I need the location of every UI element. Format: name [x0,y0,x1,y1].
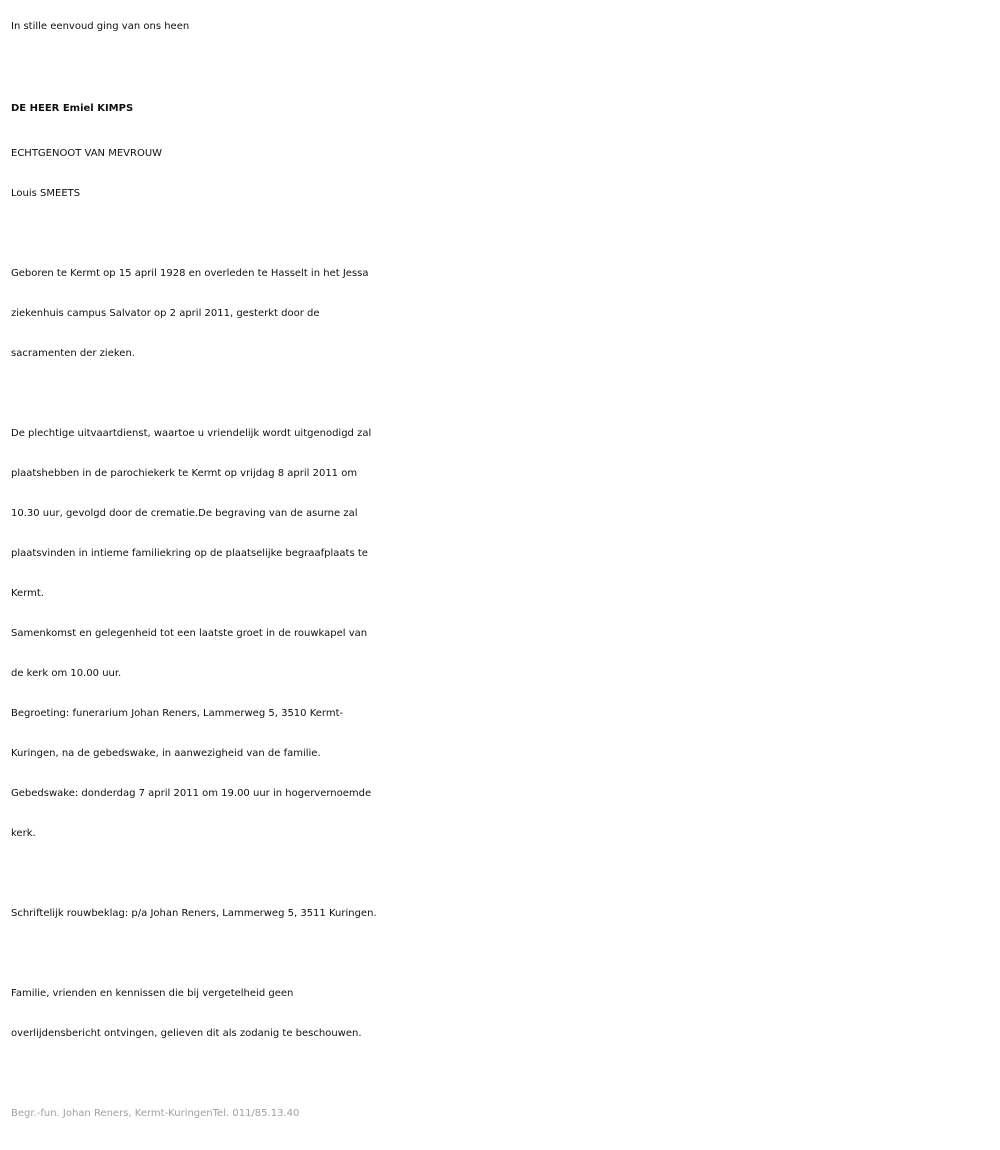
ceremony-paragraph [11,414,1000,854]
text-line: 10.30 uur, gevolgd door de crematie.De begraving van de asurne zal [11,508,358,519]
text-line: plaatshebben in de parochiekerk te Kermt op vrijdag 8 april 2011 om [11,468,358,479]
spacer [11,934,1000,974]
birth-death-paragraph [11,254,1000,374]
text-line: sacramenten der zieken. [11,348,135,359]
text-line: Kuringen, na de gebedswake, in aanwezigheid van de familie. [11,748,321,759]
text-line: ziekenhuis campus Salvator op 2 april 2011, gesterkt door de [11,308,320,319]
text-line: Gebedswake: donderdag 7 april 2011 om 19.00 uur in hogervernoemde [11,788,372,799]
spacer [11,214,1000,254]
text-line: Samenkomst en gelegenheid tot een laatste groet in de rouwkapel van [11,628,368,639]
spacer [11,854,1000,894]
text-line: Kermt. [11,588,44,599]
spouse-name: Louis SMEETS [11,188,81,199]
intro-line: In stille eenvoud ging van ons heen [11,21,190,32]
text-line: plaatsvinden in intieme familiekring op de plaatselijke begraafplaats te [11,548,368,559]
deceased-name: DE HEER Emiel KIMPS [11,103,134,114]
text-line: Begroeting: funerarium Johan Reners, Lammerweg 5, 3510 Kermt- [11,708,344,719]
notice-paragraph [11,974,1000,1054]
text-line: de kerk om 10.00 uur. [11,668,122,679]
funeral-home-footer: Begr.-fun. Johan Reners, Kermt-KuringenTel. 011/85.13.40 [11,1108,300,1119]
spouse-label: ECHTGENOOT VAN MEVROUW [11,148,163,159]
text-line: kerk. [11,828,36,839]
text-line: overlijdensbericht ontvingen, gelieven dit als zodanig te beschouwen. [11,1028,362,1039]
text-line: De plechtige uitvaartdienst, waartoe u vriendelijk wordt uitgenodigd zal [11,428,372,439]
condolences-line: Schriftelijk rouwbeklag: p/a Johan Reners, Lammerweg 5, 3511 Kuringen. [11,908,377,919]
spacer [11,374,1000,414]
text-line: Geboren te Kermt op 15 april 1928 en overleden te Hasselt in het Jessa [11,268,369,279]
text-line: Familie, vrienden en kennissen die bij vergetelheid geen [11,988,294,999]
